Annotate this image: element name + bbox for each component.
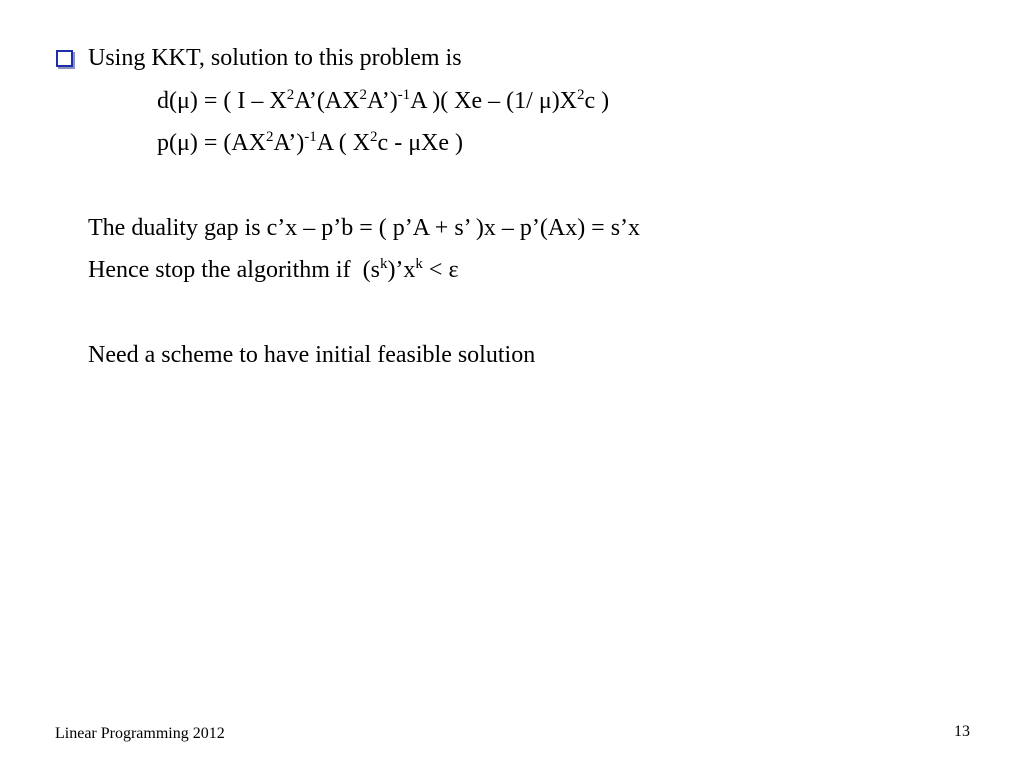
p-equation: $p(\mu) = (AX^2A’)^{-1}A$ ( $X^2c$ - μXe ) <box>157 129 464 156</box>
duality-gap-text: The duality gap is c’x – p’b = ( p’A + s’ )x – p’(Ax) = s’x <box>88 215 641 241</box>
footer-title: Linear Programming 2012 <box>55 725 225 742</box>
page-number: 13 <box>954 723 970 740</box>
d-equation: d(μ) = ( I – $X^2A’(AX^2A’)^{-1}A$ )( Xe – (1/ $\mu)X^2c$ ) <box>157 87 610 114</box>
initial-solution-note: Need a scheme to have initial feasible solution <box>88 342 536 368</box>
bullet-text: Using KKT, solution to this problem is <box>88 45 462 71</box>
bullet-checkbox-icon <box>56 50 73 67</box>
stop-rule-text: Hence stop the algorithm if $(s^k)’x^k < \varepsilon$ <box>88 256 459 283</box>
